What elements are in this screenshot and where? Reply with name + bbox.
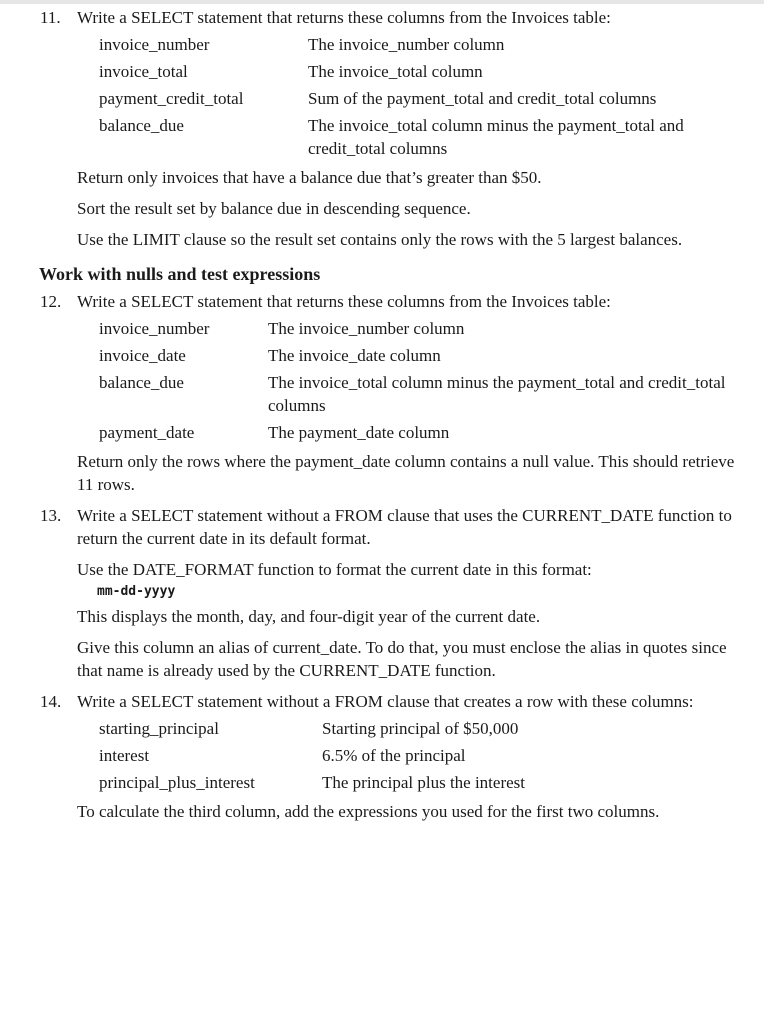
column-row — [99, 317, 744, 340]
column-name: invoice_number — [99, 319, 210, 338]
column-name: payment_credit_total — [99, 89, 244, 108]
exercise-intro: Write a SELECT statement that returns these columns from the Invoices table: — [77, 292, 611, 311]
column-description: The invoice_date column — [268, 346, 441, 365]
exercise-intro: Write a SELECT statement without a FROM clause that uses the CURRENT_DATE function to return the current date in its default format. — [77, 506, 732, 548]
exercise-number: 12. — [40, 292, 62, 311]
column-name: invoice_date — [99, 346, 186, 365]
column-name: balance_due — [99, 116, 184, 135]
exercise-paragraph: Use the LIMIT clause so the result set contains only the rows with the 5 largest balances. — [77, 230, 683, 249]
column-row — [99, 87, 744, 110]
exercise-intro: Write a SELECT statement without a FROM clause that creates a row with these columns: — [77, 692, 694, 711]
column-table — [99, 33, 744, 160]
column-description: The invoice_number column — [268, 319, 465, 338]
column-description: The invoice_total column minus the payment_total and credit_total columns — [268, 373, 726, 415]
column-name: interest — [99, 746, 150, 765]
exercise-12 — [0, 290, 764, 496]
column-row — [99, 33, 744, 56]
exercise-intro: Write a SELECT statement that returns these columns from the Invoices table: — [77, 8, 611, 27]
document-page — [0, 6, 764, 831]
exercise-paragraph: Give this column an alias of current_date. To do that, you must enclose the alias in quotes since that name is already used by the CURRENT_DATE function. — [77, 638, 727, 680]
column-name: principal_plus_interest — [99, 773, 255, 792]
column-description: 6.5% of the principal — [322, 746, 466, 765]
exercise-number: 14. — [40, 692, 62, 711]
exercise-13 — [0, 504, 764, 682]
column-name: balance_due — [99, 373, 184, 392]
exercise-paragraph: Return only invoices that have a balance due that’s greater than $50. — [77, 168, 542, 187]
exercise-paragraph: Sort the result set by balance due in descending sequence. — [77, 199, 471, 218]
column-row — [99, 114, 744, 160]
exercise-paragraph: Return only the rows where the payment_date column contains a null value. This should retrieve 11 rows. — [77, 452, 735, 494]
exercise-14 — [0, 690, 764, 823]
column-name: starting_principal — [99, 719, 219, 738]
column-description: Sum of the payment_total and credit_total columns — [308, 89, 657, 108]
exercise-paragraph: Use the DATE_FORMAT function to format the current date in this format: — [77, 560, 592, 579]
exercise-paragraph: To calculate the third column, add the expressions you used for the first two columns. — [77, 802, 660, 821]
column-row — [99, 371, 744, 417]
column-row — [99, 60, 744, 83]
column-row — [99, 771, 744, 794]
exercise-number: 13. — [40, 506, 62, 525]
column-row — [99, 344, 744, 367]
column-name: payment_date — [99, 423, 195, 442]
column-description: The payment_date column — [268, 423, 450, 442]
column-name: invoice_number — [99, 35, 210, 54]
column-description: The principal plus the interest — [322, 773, 525, 792]
column-row — [99, 717, 744, 740]
exercise-paragraph: This displays the month, day, and four-digit year of the current date. — [77, 607, 541, 626]
top-border — [0, 0, 764, 4]
section-heading: Work with nulls and test expressions — [39, 264, 321, 284]
column-table — [99, 317, 744, 444]
exercise-11 — [0, 6, 764, 251]
column-row — [99, 744, 744, 767]
column-row — [99, 421, 744, 444]
exercise-number: 11. — [40, 8, 61, 27]
column-table — [99, 717, 744, 794]
column-description: The invoice_total column minus the payment_total and credit_total columns — [308, 116, 684, 158]
column-description: The invoice_number column — [308, 35, 505, 54]
column-description: The invoice_total column — [308, 62, 483, 81]
date-format-code: mm-dd-yyyy — [97, 584, 176, 599]
column-name: invoice_total — [99, 62, 188, 81]
column-description: Starting principal of $50,000 — [322, 719, 519, 738]
